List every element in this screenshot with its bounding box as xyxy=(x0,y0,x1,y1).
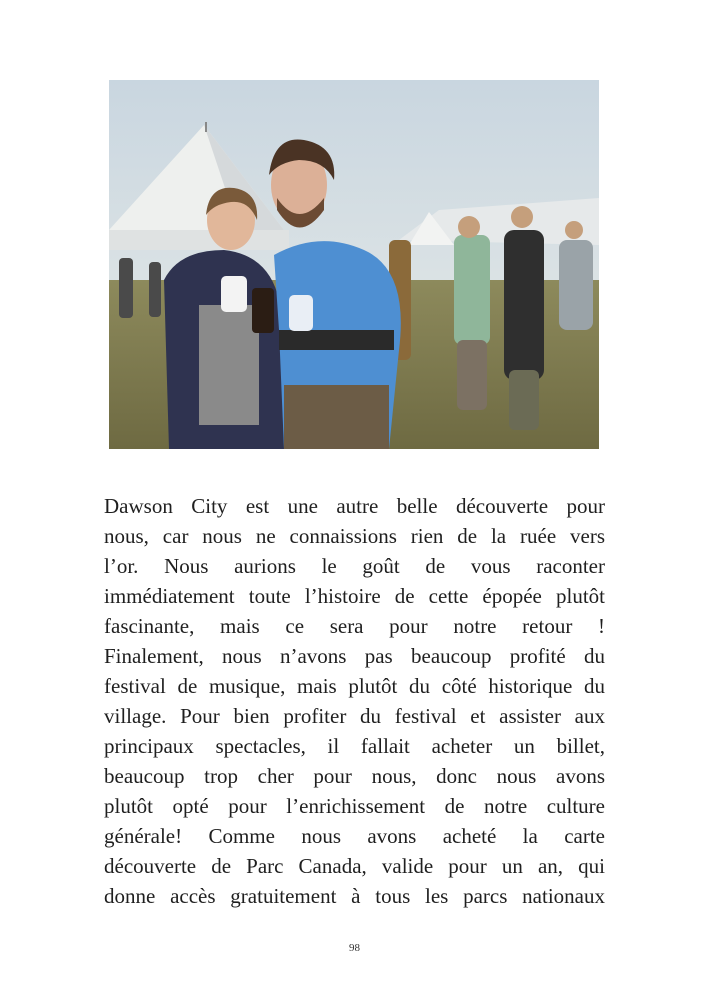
text-line: générale! Comme nous avons acheté la carte xyxy=(104,824,605,848)
text-line: fascinante, mais ce sera pour notre retour ! xyxy=(104,614,605,638)
text-line: principaux spectacles, il fallait acheter un billet, xyxy=(104,734,605,758)
text-line: immédiatement toute l’histoire de cette épopée plutôt xyxy=(104,584,605,608)
text-line: découverte de Parc Canada, valide pour un an, qui xyxy=(104,854,605,878)
text-line: l’or. Nous aurions le goût de vous raconter xyxy=(104,554,605,578)
text-line: festival de musique, mais plutôt du côté historique du xyxy=(104,674,605,698)
page-number: 98 xyxy=(349,942,360,954)
text-line: beaucoup trop cher pour nous, donc nous avons xyxy=(104,764,605,788)
text-line: Dawson City est une autre belle découverte pour xyxy=(104,494,605,518)
photo-image xyxy=(109,80,599,449)
text-line: nous, car nous ne connaissions rien de la ruée vers xyxy=(104,524,605,548)
photo-festival-couple xyxy=(109,80,599,449)
text-line: Finalement, nous n’avons pas beaucoup profité du xyxy=(104,644,605,668)
text-line: village. Pour bien profiter du festival et assister aux xyxy=(104,704,605,728)
body-paragraph xyxy=(104,491,605,911)
text-line: plutôt opté pour l’enrichissement de notre culture xyxy=(104,794,605,818)
text-line: donne accès gratuitement à tous les parcs nationaux xyxy=(104,884,605,908)
